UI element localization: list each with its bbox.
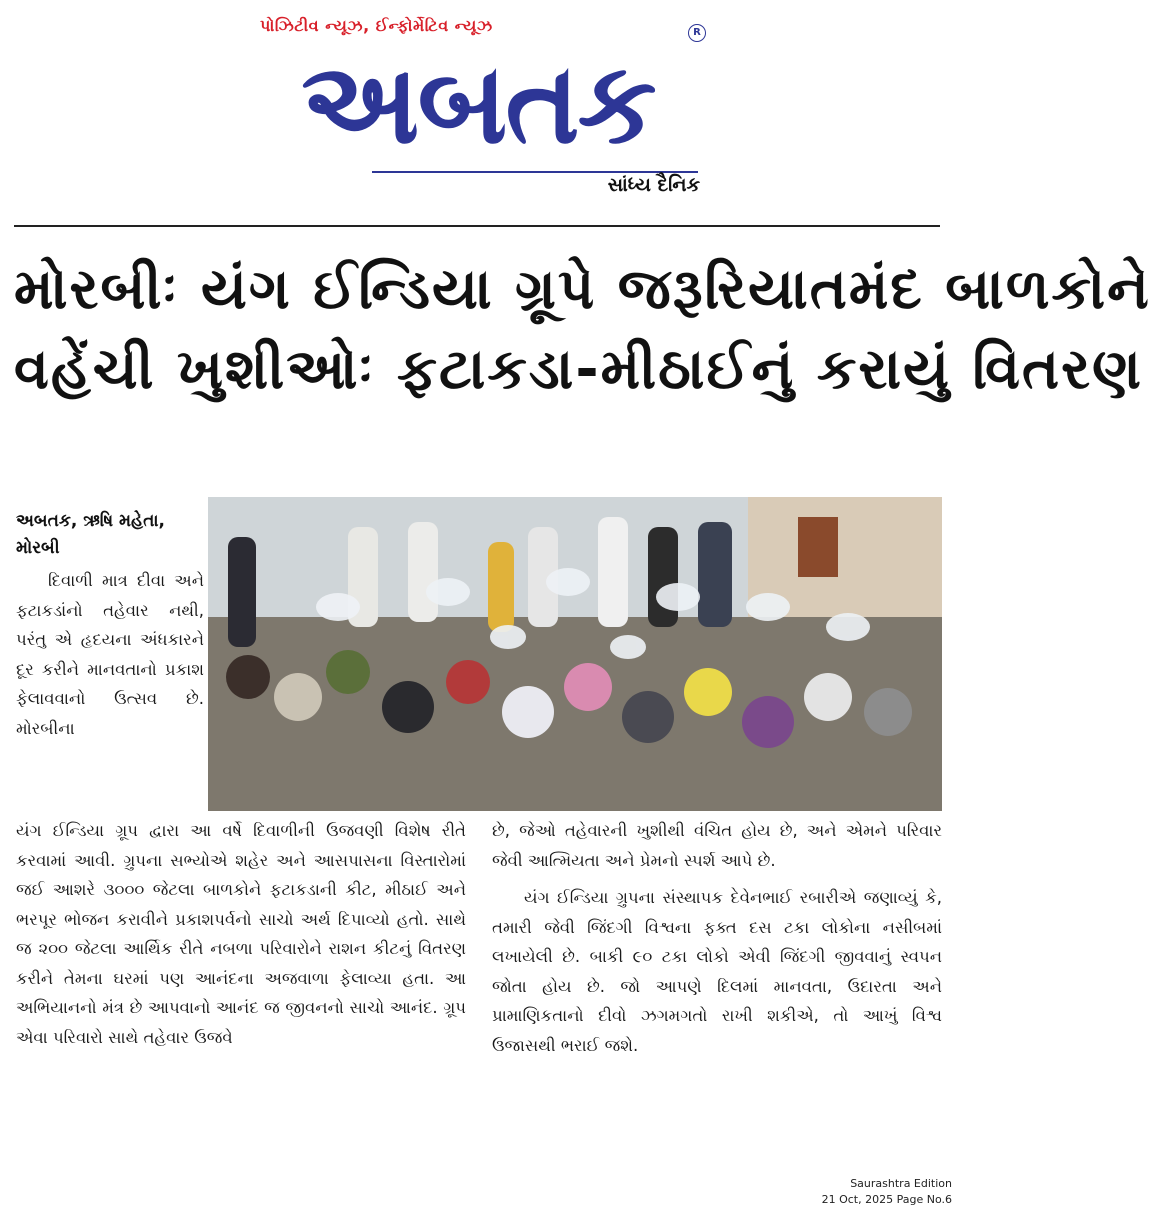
photo-window [798,517,838,577]
date-page-label: 21 Oct, 2025 Page No.6 [821,1193,952,1206]
page-footer [752,1176,952,1208]
edition-label: Saurashtra Edition [850,1177,952,1190]
masthead [0,0,962,212]
header-divider [14,225,940,227]
lead-paragraph [16,566,204,743]
column-right-paragraph-1: છે, જેઓ તહેવારની ખુશીથી વંચિત હોય છે, અને એમને પરિવાર જેવી આત્મિયતા અને પ્રેમનો સ્પર્શ આપે છે. [492,821,942,870]
masthead-tagline: પોઝિટીવ ન્યૂઝ, ઈન્ફોર્મેટિવ ન્યૂઝ [260,16,493,35]
photo-illustration [208,497,942,811]
masthead-subtagline: સાંધ્ય દૈનિક [607,174,700,196]
article-photo [208,497,942,811]
headline-line-2: વહેંચી ખુશીઓઃ ફટાકડા-મીઠાઈનું કરાયું વિતરણ [14,337,1143,402]
column-right-paragraph-2: યંગ ઈન્ડિયા ગ્રુપના સંસ્થાપક દેવેનભાઈ રબારીએ જણાવ્યું કે, તમારી જેવી જિંદગી વિશ્વના ફક્ત દસ ટકા લોકોના નસીબમાં લખાયેલી છે. બાકી ૯૦ ટકા લોકો એવી જિંદગી જીવવાનું સ્વપન જોતા હોય છે. જો આપણે દિલમાં માનવતા, ઉદારતા અને પ્રામાણિકતાનો દીવો ઝગમગતો રાખી શકીએ, તો આખું વિશ્વ ઉજાસથી ભરાઈ જશે. [492,888,942,1055]
registered-mark-icon: R [688,24,706,42]
article-byline: અબતક, ઋષિ મહેતા, મોરબી [16,511,165,558]
article-headline [14,250,1151,410]
article-column-left [16,816,466,1052]
column-left-text: યંગ ઈન્ડિયા ગ્રૂપ દ્વારા આ વર્ષે દિવાળીની ઉજવણી વિશેષ રીતે કરવામાં આવી. ગ્રુપના સભ્યોએ શહેર અને આસપાસના વિસ્તારોમાં જઈ આશરે ૩૦૦૦ જેટલા બાળકોને ફટાકડાની કીટ, મીઠાઈ અને ભરપૂર ભોજન કરાવીને પ્રકાશપર્વનો સાચો અર્થ દિપાવ્યો હતો. સાથે જ ૨૦૦ જેટલા આર્થિક રીતે નબળા પરિવારોને રાશન કીટનું વિતરણ કરીને તેમના ઘરમાં પણ આનંદના અજવાળા ફેલાવ્યા હતા. આ અભિયાનનો મંત્ર છે આપવાનો આનંદ જ જીવનનો સાચો આનંદ. ગ્રૂપ એવા પરિવારો સાથે તહેવાર ઉજવે [16,821,466,1047]
article-column-right [492,816,942,1060]
lead-paragraph-text: દિવાળી માત્ર દીવા અને ફટાકડાંનો તહેવાર નથી, પરંતુ એ હૃદયના અંધકારને દૂર કરીને માનવતાનો પ્રકાશ ફેલાવવાનો ઉત્સવ છે. મોરબીના [16,571,204,738]
logo-underline [372,171,698,173]
newspaper-logo: અબતક [301,39,655,169]
headline-line-1: મોરબીઃ યંગ ઈન્ડિયા ગ્રૂપે જરૂરિયાતમંદ બાળકોને [14,257,1151,322]
